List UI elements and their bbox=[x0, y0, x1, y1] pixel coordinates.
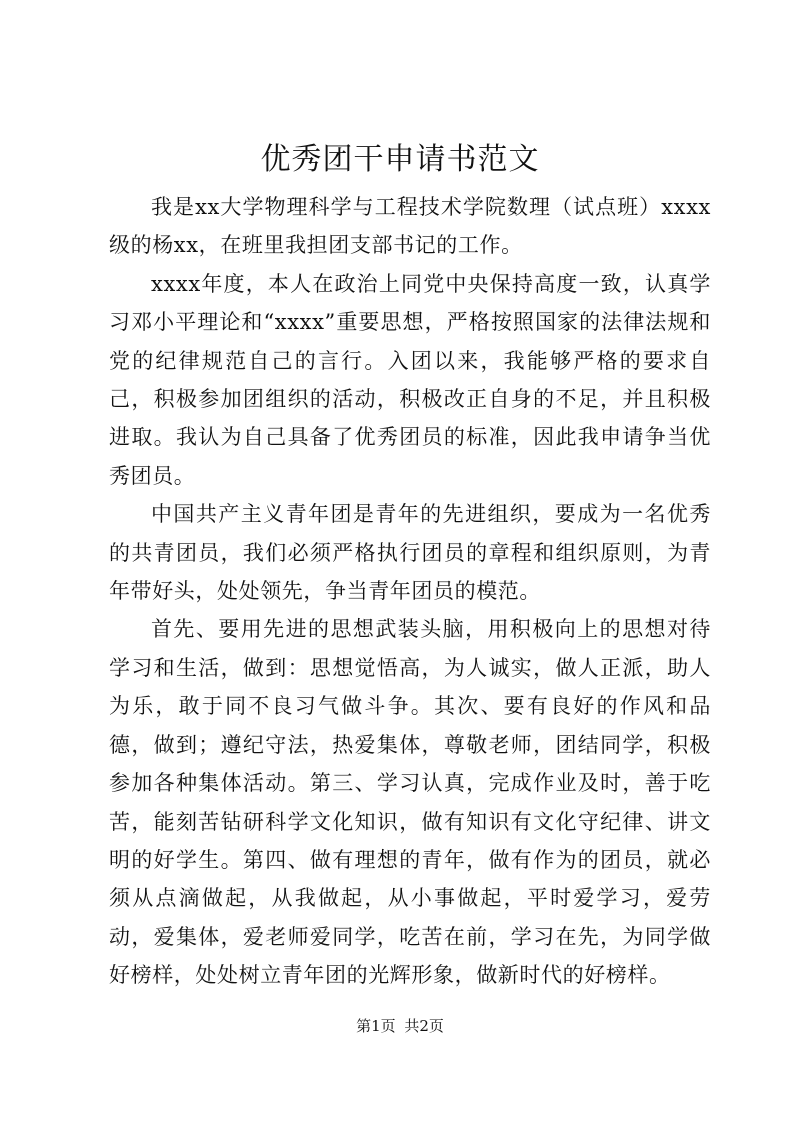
document-body bbox=[109, 188, 711, 995]
document-title: 优秀团干申请书范文 bbox=[260, 142, 540, 177]
page-footer bbox=[0, 1016, 800, 1036]
page-total: 共2页 bbox=[404, 1017, 444, 1035]
paragraph-intro: 我是xx大学物理科学与工程技术学院数理（试点班）xxxx级的杨xx，在班里我担团支部书记的工作。 bbox=[109, 195, 711, 258]
paragraph-league-role: 中国共产主义青年团是青年的先进组织，要成为一名优秀的共青团员，我们必须严格执行团员的章程和组织原则，为青年带好头，处处领先，争当青年团员的模范。 bbox=[109, 502, 711, 604]
paragraph-requirements: 首先、要用先进的思想武装头脑，用积极向上的思想对待学习和生活，做到：思想觉悟高，为人诚实，做人正派，助人为乐，敢于同不良习气做斗争。其次、要有良好的作风和品德，做到；遵纪守法，热爱集体，尊敬老师，团结同学，积极参加各种集体活动。第三、学习认真，完成作业及时，善于吃苦，能刻苦钻研科学文化知识，做有知识有文化守纪律、讲文明的好学生。第四、做有理想的青年，做有作为的团员，就必须从点滴做起，从我做起，从小事做起，平时爱学习，爱劳动，爱集体，爱老师爱同学，吃苦在前，学习在先，为同学做好榜样，处处树立青年团的光辉形象，做新时代的好榜样。 bbox=[109, 617, 711, 988]
page-number: 第1页 bbox=[356, 1017, 396, 1035]
paragraph-annual-review: xxxx年度，本人在政治上同党中央保持高度一致，认真学习邓小平理论和“xxxx”重要思想，严格按照国家的法律法规和党的纪律规范自己的言行。入团以来，我能够严格的要求自己，积极参加团组织的活动，积极改正自身的不足，并且积极进取。我认为自己具备了优秀团员的标准，因此我申请争当优秀团员。 bbox=[109, 271, 711, 488]
